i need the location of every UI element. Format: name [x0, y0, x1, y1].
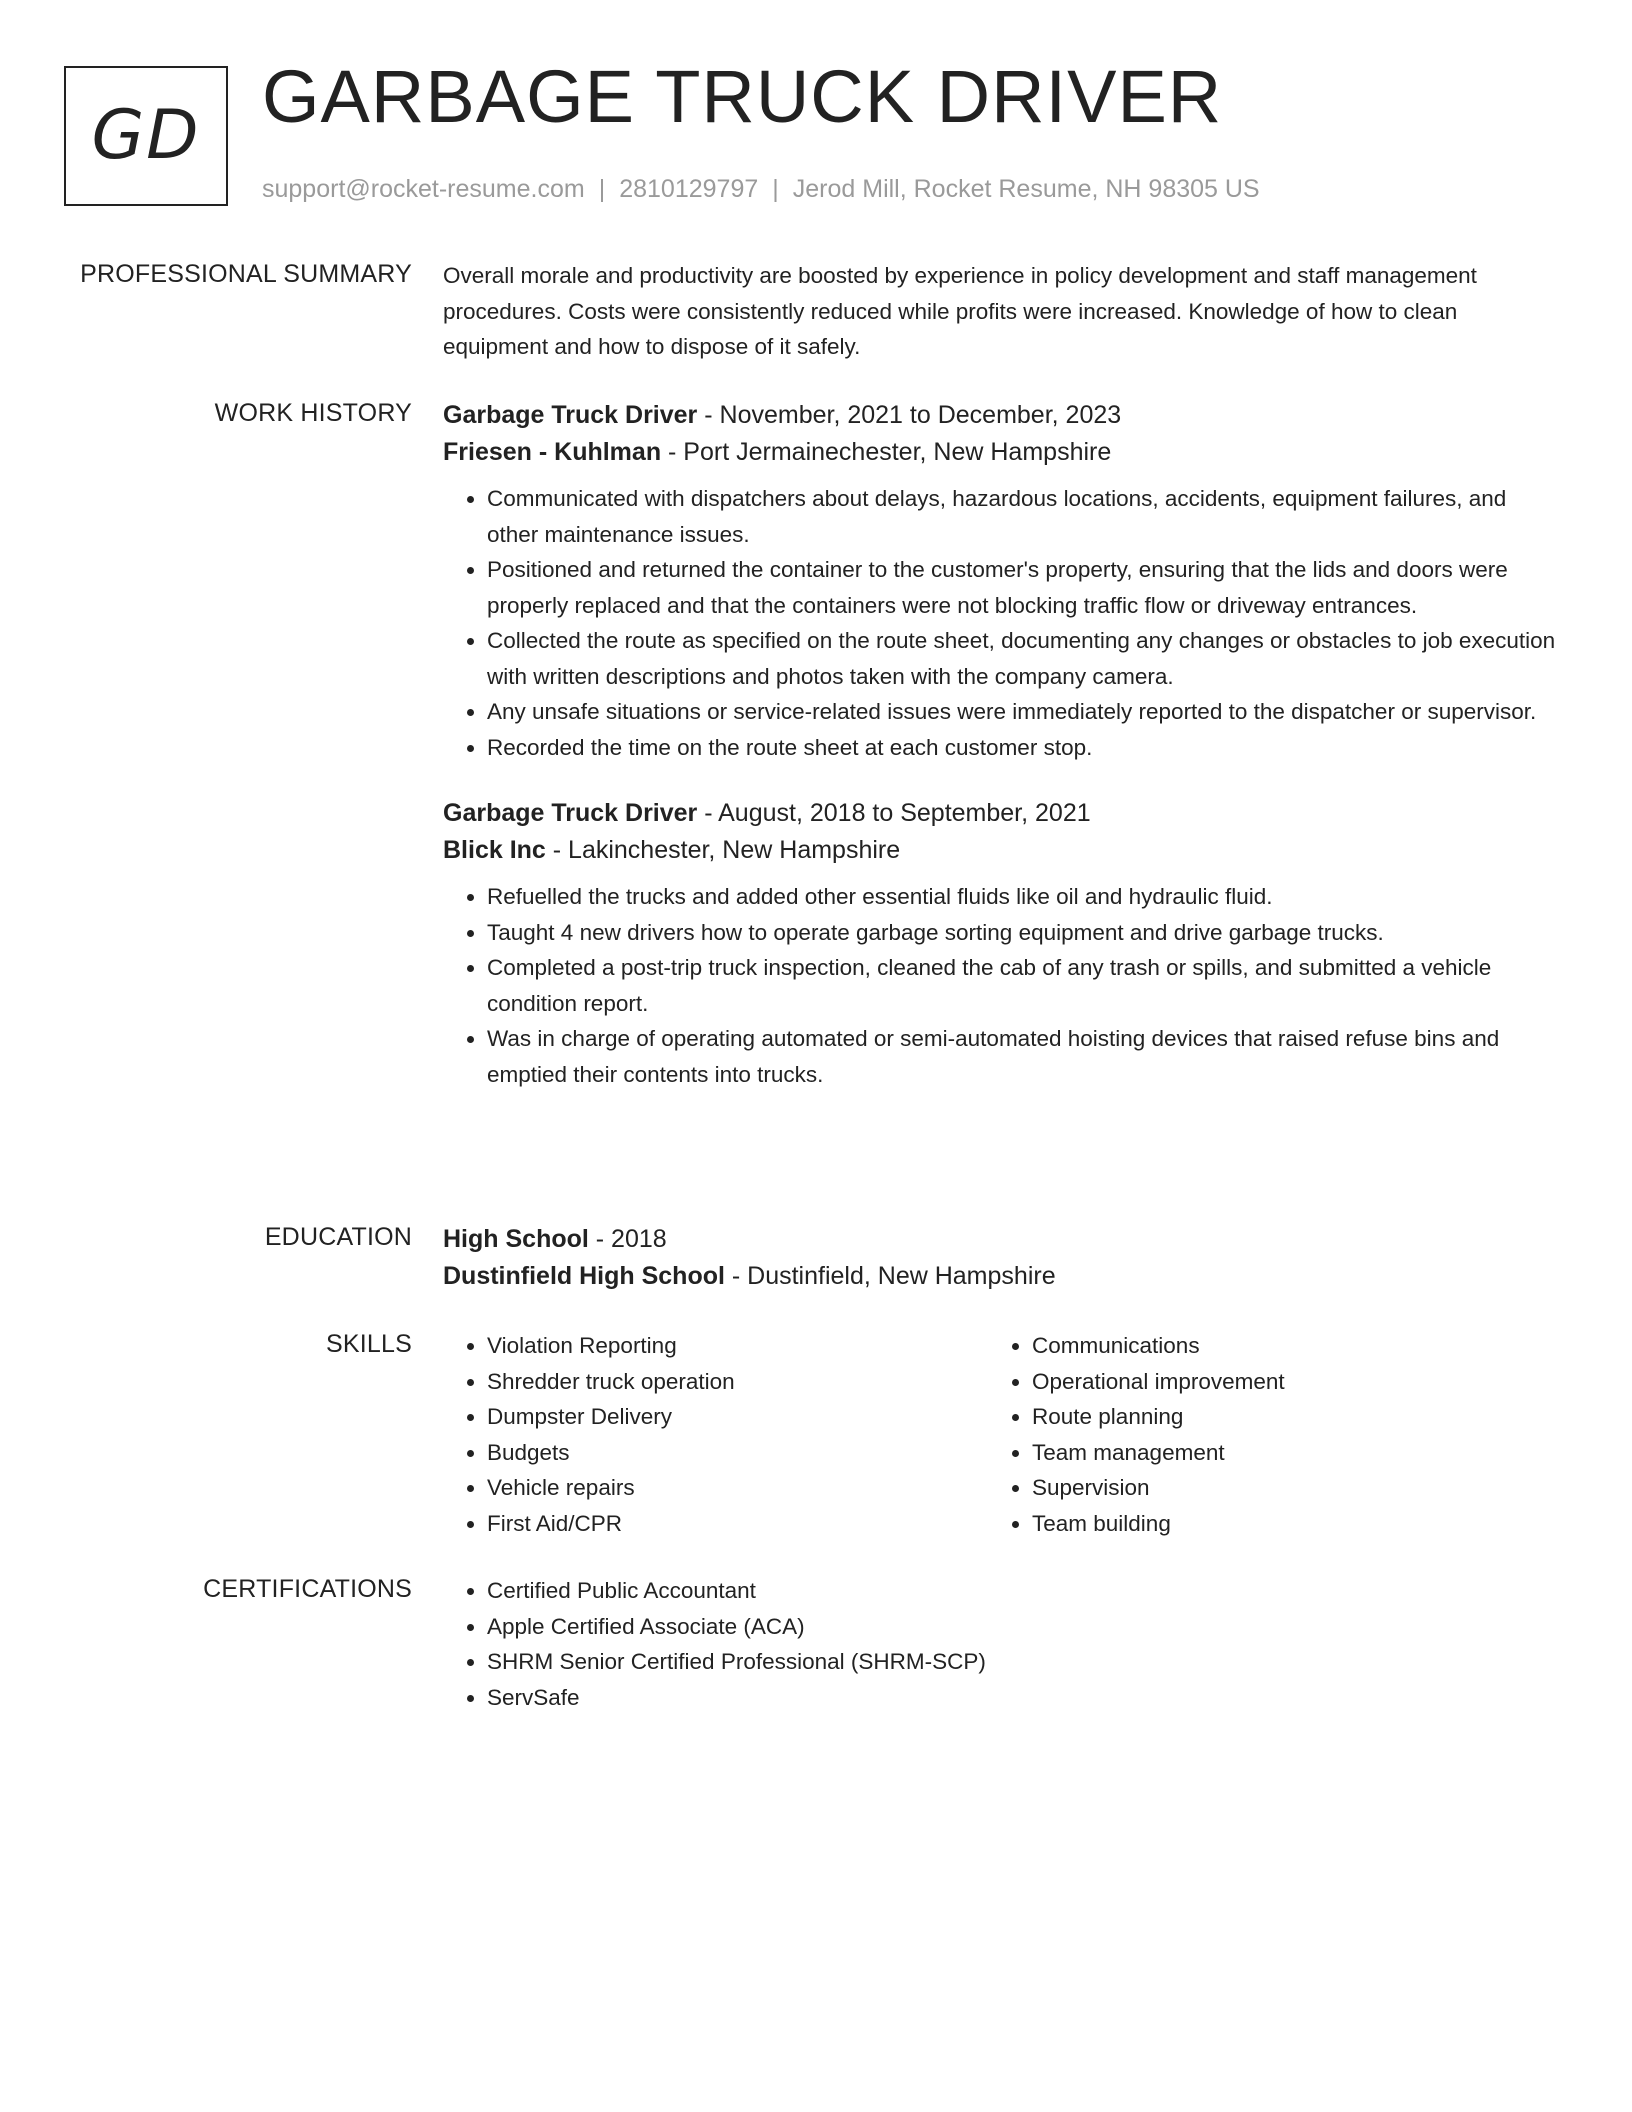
job-dates: - November, 2021 to December, 2023 — [697, 401, 1122, 429]
education-degree-line — [443, 1221, 1563, 1258]
skill-item: • Dumpster Delivery — [487, 1399, 988, 1435]
skill-item: • Team management — [1032, 1435, 1532, 1471]
skill-item: • Supervision — [1032, 1470, 1532, 1506]
skill-item: • First Aid/CPR — [487, 1506, 988, 1542]
skill-item: • Budgets — [487, 1435, 988, 1471]
skills-column-2 — [988, 1328, 1532, 1541]
summary-body — [443, 258, 1563, 365]
skills-column-1 — [443, 1328, 988, 1541]
summary-text: Overall morale and productivity are boosted by experience in policy development and staff management procedures. Costs were consistently reduced while profits were increased. Knowledge of how to clean equipment and how to dispose of it safely. — [443, 263, 1477, 359]
job-location: - Port Jermainechester, New Hampshire — [661, 438, 1112, 466]
job-bullet: • Any unsafe situations or service-related issues were immediately reported to the dispatcher or supervisor. — [487, 694, 1563, 730]
skill-item: • Team building — [1032, 1506, 1532, 1542]
education-location: - Dustinfield, New Hampshire — [724, 1262, 1056, 1290]
skill-item: • Communications — [1032, 1328, 1532, 1364]
contact-separator: | — [598, 175, 606, 203]
education-year: - 2018 — [588, 1225, 667, 1253]
skills-columns — [443, 1328, 1563, 1541]
section-title-certifications: CERTIFICATIONS — [203, 1575, 412, 1603]
certification-item: • Certified Public Accountant — [487, 1573, 1563, 1609]
section-title-work-history: WORK HISTORY — [214, 399, 412, 427]
certification-list — [443, 1573, 1563, 1715]
job-bullet: • Recorded the time on the route sheet at each customer stop. — [487, 730, 1563, 766]
skill-item: • Route planning — [1032, 1399, 1532, 1435]
skills-body — [443, 1328, 1563, 1541]
job-bullet: • Was in charge of operating automated or semi-automated hoisting devices that raised refuse bins and emptied their contents into trucks. — [487, 1021, 1563, 1092]
section-title-summary: PROFESSIONAL SUMMARY — [80, 260, 412, 288]
skill-item: • Operational improvement — [1032, 1364, 1532, 1400]
job-position-line — [443, 397, 1563, 434]
certification-item: • ServSafe — [487, 1680, 1563, 1716]
skill-item: • Vehicle repairs — [487, 1470, 988, 1506]
contact-phone: 2810129797 — [619, 175, 759, 203]
certification-item: • Apple Certified Associate (ACA) — [487, 1609, 1563, 1645]
work-history-body — [443, 397, 1563, 1092]
job-entry — [443, 397, 1563, 765]
skill-item: • Shredder truck operation — [487, 1364, 988, 1400]
job-company: Blick Inc — [443, 836, 546, 864]
monogram-initials: GD — [91, 96, 201, 175]
education-school-line — [443, 1258, 1563, 1295]
job-company-line — [443, 832, 1563, 869]
job-company-line — [443, 434, 1563, 471]
monogram-box — [64, 66, 228, 206]
contact-email: support@rocket-resume.com — [262, 175, 585, 203]
education-school: Dustinfield High School — [443, 1262, 725, 1290]
contact-line — [262, 174, 1260, 204]
job-position-line — [443, 795, 1563, 832]
contact-separator: | — [772, 175, 779, 203]
job-bullet: • Taught 4 new drivers how to operate garbage sorting equipment and drive garbage trucks. — [487, 915, 1563, 951]
job-bullet: • Communicated with dispatchers about delays, hazardous locations, accidents, equipment failures, and other maintenance issues. — [487, 481, 1563, 552]
job-location: - Lakinchester, New Hampshire — [545, 836, 901, 864]
certifications-body — [443, 1573, 1563, 1715]
job-bullet: • Collected the route as specified on the route sheet, documenting any changes or obstacles to job execution with written descriptions and photos taken with the company camera. — [487, 623, 1563, 694]
job-entry — [443, 795, 1563, 1092]
section-title-education: EDUCATION — [264, 1223, 412, 1251]
job-company: Friesen - Kuhlman — [443, 438, 662, 466]
job-bullet: • Positioned and returned the container to the customer's property, ensuring that the lids and doors were properly replaced and that the containers were not blocking traffic flow or driveway entrances. — [487, 552, 1563, 623]
contact-address: Jerod Mill, Rocket Resume, NH 98305 US — [792, 175, 1260, 203]
job-bullet: • Completed a post-trip truck inspection, cleaned the cab of any trash or spills, and submitted a vehicle condition report. — [487, 950, 1563, 1021]
certification-item: • SHRM Senior Certified Professional (SHRM-SCP) — [487, 1644, 1563, 1680]
candidate-title: GARBAGE TRUCK DRIVER — [262, 55, 1223, 138]
job-bullet: • Refuelled the trucks and added other essential fluids like oil and hydraulic fluid. — [487, 879, 1563, 915]
job-dates: - August, 2018 to September, 2021 — [697, 799, 1091, 827]
section-title-skills: SKILLS — [326, 1330, 412, 1358]
education-body — [443, 1221, 1563, 1295]
job-position: Garbage Truck Driver — [443, 799, 698, 827]
job-bullets — [443, 879, 1563, 1092]
education-degree: High School — [443, 1225, 589, 1253]
skill-item: • Violation Reporting — [487, 1328, 988, 1364]
job-bullets — [443, 481, 1563, 765]
job-position: Garbage Truck Driver — [443, 401, 698, 429]
